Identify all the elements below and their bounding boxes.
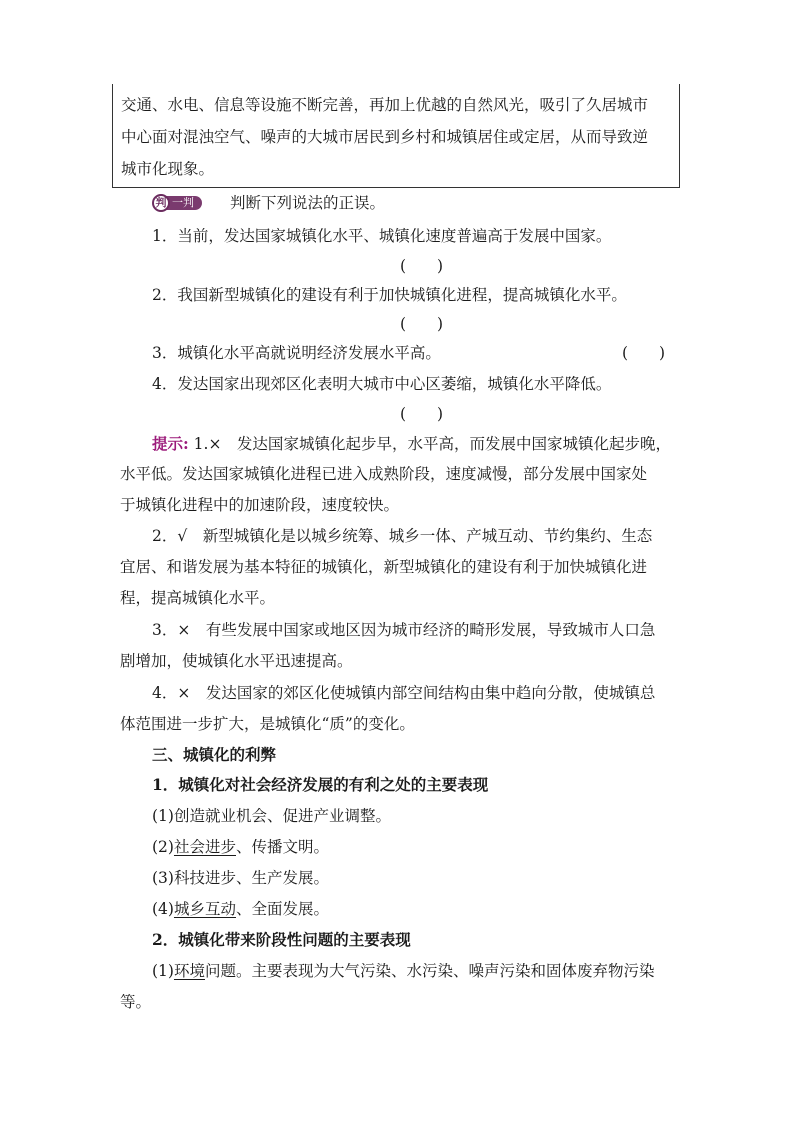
judge-badge	[152, 194, 214, 212]
problem-1-rest: 问题。主要表现为大气污染、水污染、噪声污染和固体废弃物污染	[204, 962, 655, 980]
subsection-1-heading: 1．城镇化对社会经济发展的有利之处的主要表现	[152, 775, 489, 794]
benefit-3: (3)科技进步、生产发展。	[152, 869, 329, 887]
tip-4-line-1: 4．× 发达国家的郊区化使城镇内部空间结构由集中趋向分散，使城镇总	[152, 684, 656, 702]
section-3-heading: 三、城镇化的利弊	[152, 745, 277, 764]
judge-badge-label: 一判	[160, 196, 202, 210]
box-line-3: 城市化现象。	[121, 160, 215, 178]
judge-item-1-paren: ( )	[400, 257, 444, 275]
subsection-2-heading: 2．城镇化带来阶段性问题的主要表现	[152, 930, 411, 949]
box-line-1: 交通、水电、信息等设施不断完善，再加上优越的自然风光，吸引了久居城市	[121, 96, 649, 114]
judge-item-4-paren: ( )	[400, 405, 444, 423]
tip-label: 提示:	[152, 434, 189, 453]
tip-3-line-1: 3．× 有些发展中国家或地区因为城市经济的畸形发展，导致城市人口急	[152, 621, 656, 639]
tip-2-line-1: 2．√ 新型城镇化是以城乡统筹、城乡一体、产城互动、节约集约、生态	[152, 527, 653, 545]
judge-item-4: 4．发达国家出现郊区化表明大城市中心区萎缩，城镇化水平降低。	[152, 375, 612, 393]
tip-1-line-1	[152, 432, 671, 456]
problem-1-keyword: 环境	[173, 962, 205, 980]
judge-item-3: 3．城镇化水平高就说明经济发展水平高。	[152, 344, 441, 362]
benefit-2-num: (2)	[152, 838, 174, 856]
benefit-2	[152, 835, 329, 859]
tip-3-line-2: 剧增加，使城镇化水平迅速提高。	[120, 652, 353, 670]
benefit-2-keyword: 社会进步	[173, 838, 236, 856]
benefit-1: (1)创造就业机会、促进产业调整。	[152, 807, 391, 825]
judge-instruction: 判断下列说法的正误。	[230, 194, 386, 212]
box-line-2: 中心面对混浊空气、噪声的大城市居民到乡村和城镇居住或定居，从而导致逆	[121, 128, 649, 146]
problem-1-line-2: 等。	[120, 993, 152, 1011]
problem-1-num: (1)	[152, 962, 174, 980]
benefit-4-rest: 、全面发展。	[235, 900, 329, 918]
benefit-4	[152, 897, 329, 921]
problem-1-line-1	[152, 959, 655, 983]
benefit-4-num: (4)	[152, 900, 174, 918]
tip-1-line-3: 于城镇化进程中的加速阶段，速度较快。	[120, 496, 400, 514]
tip-4-line-2: 体范围进一步扩大，是城镇化“质”的变化。	[120, 715, 415, 733]
tip-2-line-3: 程，提高城镇化水平。	[120, 589, 276, 607]
tip-1-text: 1.× 发达国家城镇化起步早，水平高，而发展中国家城镇化起步晚，	[188, 435, 671, 453]
judge-item-1: 1．当前，发达国家城镇化水平、城镇化速度普遍高于发展中国家。	[152, 227, 612, 245]
judge-badge-icon: 判	[152, 194, 170, 212]
judge-item-2-paren: ( )	[400, 315, 444, 333]
tip-2-line-2: 宜居、和谐发展为基本特征的城镇化，新型城镇化的建设有利于加快城镇化进	[120, 558, 648, 576]
boxed-paragraph	[112, 84, 680, 188]
judge-item-2: 2．我国新型城镇化的建设有利于加快城镇化进程，提高城镇化水平。	[152, 286, 627, 304]
tip-1-line-2: 水平低。发达国家城镇化进程已进入成熟阶段，速度减慢，部分发展中国家处	[120, 465, 648, 483]
benefit-4-keyword: 城乡互动	[173, 900, 236, 918]
benefit-2-rest: 、传播文明。	[235, 838, 329, 856]
judge-item-3-paren: ( )	[622, 344, 666, 362]
